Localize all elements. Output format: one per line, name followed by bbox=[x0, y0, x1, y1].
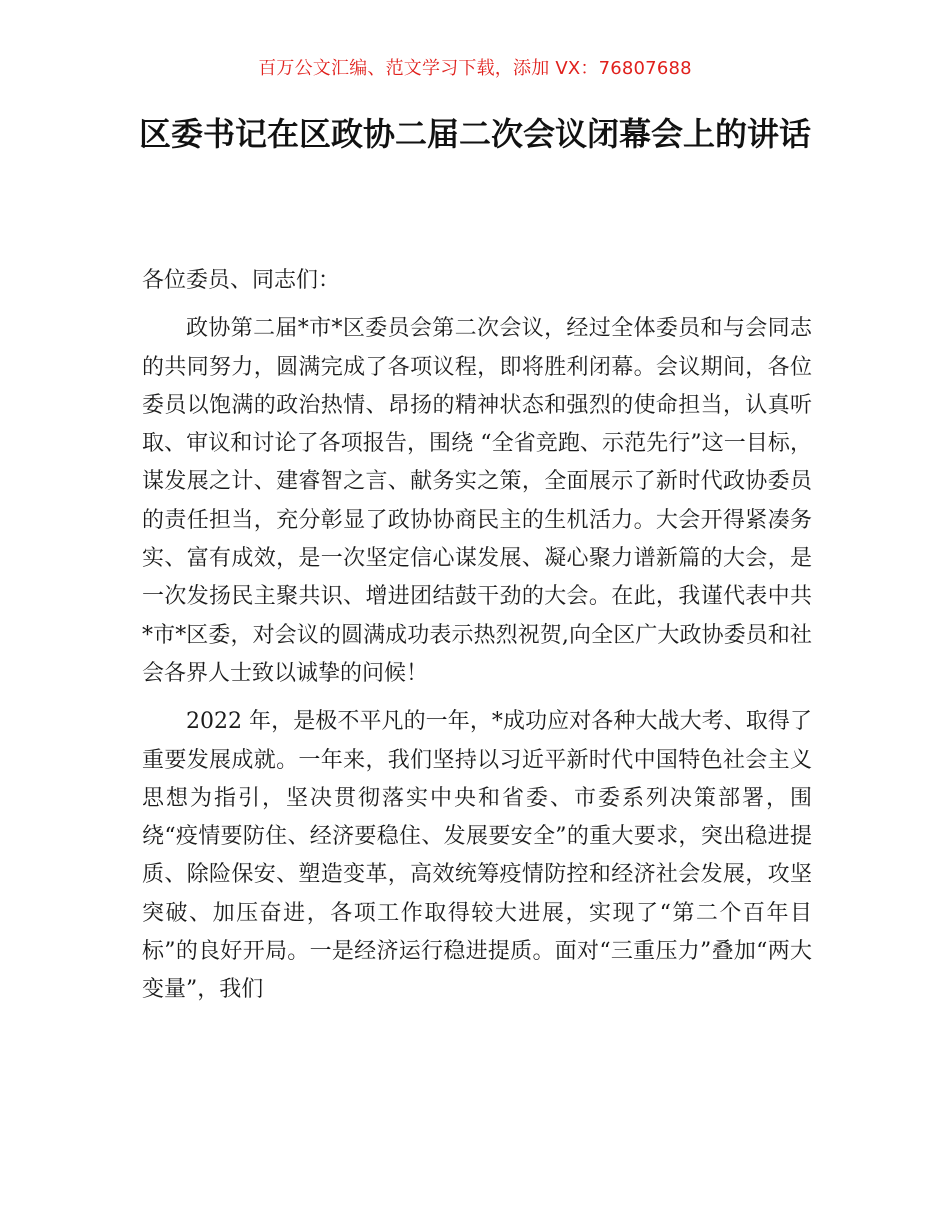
document-title: 区委书记在区政协二届二次会议闭幕会上的讲话 bbox=[138, 115, 811, 153]
watermark-header-note: 百万公文汇编、范文学习下载，添加 VX：76807688 bbox=[258, 58, 692, 79]
document-body bbox=[142, 262, 812, 1020]
body-paragraph-1: 政协第二届*市*区委员会第二次会议，经过全体委员和与会同志的共同努力，圆满完成了各项议程，即将胜利闭幕。会议期间，各位委员以饱满的政治热情、昂扬的精神状态和强烈的使命担当，认真听取、审议和讨论了各项报告，围绕 “全省竞跑、示范先行”这一目标，谋发展之计、建睿智之言、献务实之策，全面展示了新时代政协委员的责任担当，充分彰显了政协协商民主的生机活力。大会开得紧凑务实、富有成效，是一次坚定信心谋发展、凝心聚力谱新篇的大会，是一次发扬民主聚共识、增进团结鼓干劲的大会。在此，我谨代表中共*市*区委，对会议的圆满成功表示热烈祝贺,向全区广大政协委员和社会各界人士致以诚挚的问候！ bbox=[142, 316, 812, 686]
body-paragraph-2: 2022 年，是极不平凡的一年，*成功应对各种大战大考、取得了重要发展成就。一年来，我们坚持以习近平新时代中国特色社会主义思想为指引，坚决贯彻落实中央和省委、市委系列决策部署，围绕“疫情要防住、经济要稳住、发展要安全”的重大要求，突出稳进提质、除险保安、塑造变革，高效统筹疫情防控和经济社会发展，攻坚突破、加压奋进，各项工作取得较大进展，实现了“第二个百年目标”的良好开局。一是经济运行稳进提质。面对“三重压力”叠加“两大变量”，我们 bbox=[142, 709, 812, 1003]
salutation: 各位委员、同志们： bbox=[142, 268, 341, 293]
